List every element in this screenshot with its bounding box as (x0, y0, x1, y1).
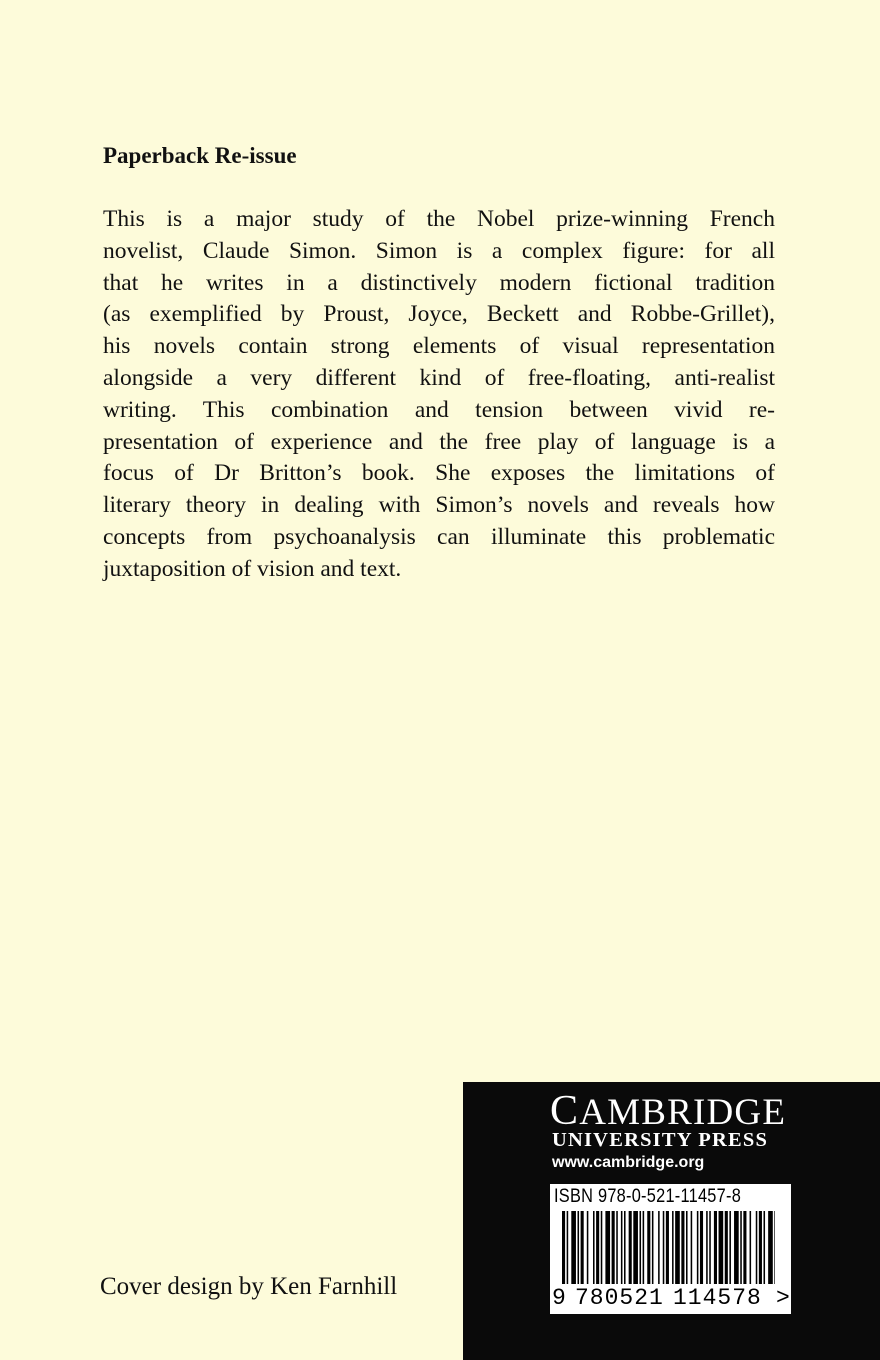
barcode-digits-right: 114578 (673, 1285, 762, 1311)
description-line: presentation of experience and the free play of language is a (103, 428, 775, 455)
barcode-bar (629, 1211, 632, 1284)
description-line: his novels contain strong elements of visual representation (103, 333, 775, 360)
barcode-bar (640, 1211, 642, 1284)
barcode-bar (740, 1211, 742, 1284)
barcode-digits-left: 780521 (575, 1285, 664, 1311)
section-heading: Paperback Re-issue (103, 143, 297, 168)
barcode-bar (578, 1211, 580, 1284)
description-line: novelist, Claude Simon. Simon is a complex figure: for all (103, 237, 775, 264)
barcode-bar (605, 1211, 610, 1284)
barcode-bar (621, 1211, 623, 1284)
barcode-bar (729, 1211, 731, 1284)
barcode-bar (686, 1211, 688, 1284)
barcode-bar (756, 1211, 758, 1284)
barcode-bar (750, 1211, 752, 1284)
description-line: that he writes in a distinctively modern fictional tradition (103, 269, 775, 296)
barcode-bar (700, 1211, 703, 1284)
barcode-bar (759, 1211, 762, 1284)
barcode-bar (652, 1211, 654, 1284)
description-line: literary theory in dealing with Simon’s novels and reveals how (103, 492, 775, 519)
barcode-bar (743, 1211, 746, 1284)
description-line: concepts from psychoanalysis can illuminate this problematic (103, 523, 775, 550)
barcode-bar (725, 1211, 728, 1284)
barcode-bar (633, 1211, 638, 1284)
barcode-bar (571, 1211, 576, 1284)
barcode-bar (774, 1211, 775, 1284)
barcode-bar (567, 1211, 569, 1284)
cover-design-credit: Cover design by Ken Farnhill (100, 1273, 398, 1300)
barcode-bar (734, 1211, 739, 1284)
description-line: juxtaposition of vision and text. (103, 555, 402, 582)
barcode-bar (681, 1211, 684, 1284)
barcode (550, 1184, 791, 1314)
barcode-bar (714, 1211, 717, 1284)
barcode-bar (706, 1211, 708, 1284)
isbn-label: ISBN 978-0-521-11457-8 (554, 1186, 742, 1207)
barcode-bar (587, 1211, 589, 1284)
barcode-bars (562, 1211, 775, 1284)
barcode-bar (601, 1211, 603, 1284)
barcode-bar (672, 1211, 674, 1284)
barcode-bar (612, 1211, 615, 1284)
barcode-bar (593, 1211, 595, 1284)
description-line: (as exemplified by Proust, Joyce, Beckett and Robbe-Grillet), (103, 301, 775, 328)
barcode-bar (764, 1211, 766, 1284)
publisher-name-rest: AMBRIDGE (579, 1092, 787, 1133)
description-line: alongside a very different kind of free-floating, anti-realist (103, 364, 775, 391)
publisher-panel (463, 1082, 880, 1360)
barcode-bar (647, 1211, 650, 1284)
publisher-url: www.cambridge.org (552, 1154, 705, 1171)
barcode-bar (709, 1211, 711, 1284)
publisher-logo (550, 1087, 786, 1135)
barcode-bar (691, 1211, 693, 1284)
barcode-bar (666, 1211, 669, 1284)
barcode-bar (596, 1211, 599, 1284)
barcode-bar (719, 1211, 724, 1284)
book-description (103, 204, 775, 586)
barcode-bar (675, 1211, 680, 1284)
barcode-bar (658, 1211, 660, 1284)
publisher-subtitle: UNIVERSITY PRESS (552, 1129, 769, 1151)
barcode-digits (550, 1285, 791, 1311)
barcode-bar (616, 1211, 618, 1284)
description-line: This is a major study of the Nobel prize-winning French (103, 206, 775, 232)
barcode-bar (643, 1211, 645, 1284)
barcode-bar (663, 1211, 665, 1284)
barcode-bar (581, 1211, 584, 1284)
description-line: writing. This combination and tension between vivid re- (103, 396, 775, 423)
barcode-bar (768, 1211, 773, 1284)
barcode-digit-first: 9 (552, 1285, 566, 1311)
barcode-arrow: > (776, 1285, 790, 1311)
barcode-bar (562, 1211, 565, 1284)
barcode-bar (624, 1211, 626, 1284)
barcode-bar (697, 1211, 699, 1284)
publisher-name-initial: C (550, 1088, 580, 1134)
description-line: focus of Dr Britton’s book. She exposes the limitations of (103, 460, 775, 487)
